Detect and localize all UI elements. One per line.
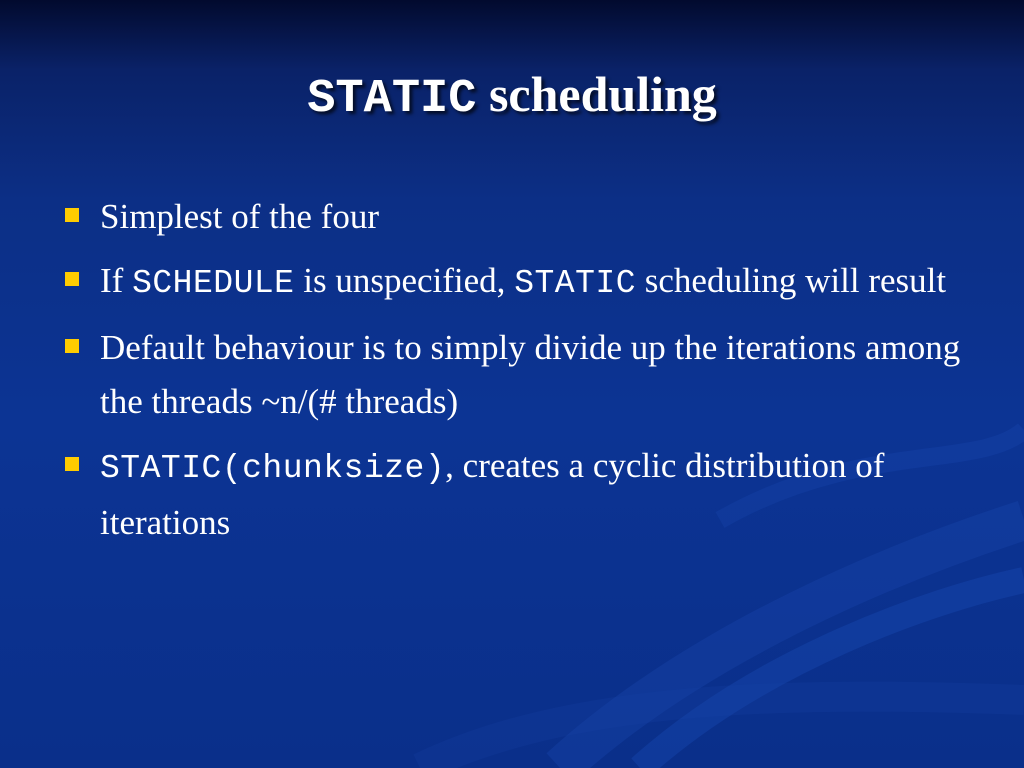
title-code: STATIC — [307, 73, 477, 126]
title-text: scheduling — [488, 66, 717, 122]
bullet-item — [62, 254, 962, 311]
square-bullet-icon — [65, 339, 79, 353]
bullet-item — [62, 321, 962, 429]
square-bullet-icon — [65, 272, 79, 286]
bullet-list — [62, 190, 962, 560]
bullet-text: Default behaviour is to simply divide up the iterations among the threads ~n/(# threads) — [100, 328, 961, 421]
bullet-text: is unspecified, — [294, 261, 515, 300]
square-bullet-icon — [65, 457, 79, 471]
bullet-text: , creates a cyclic distribution of iterations — [100, 446, 885, 542]
bullet-text: If — [100, 261, 133, 300]
code-static-chunksize: STATIC(chunksize) — [100, 450, 446, 487]
code-static: STATIC — [514, 265, 637, 302]
square-bullet-icon — [65, 208, 79, 222]
bullet-item — [62, 190, 962, 244]
bullet-item — [62, 439, 962, 550]
bullet-text: scheduling will result — [636, 261, 947, 300]
code-schedule: SCHEDULE — [132, 265, 295, 302]
bullet-text: Simplest of the four — [100, 197, 379, 236]
slide-title — [0, 62, 1024, 132]
